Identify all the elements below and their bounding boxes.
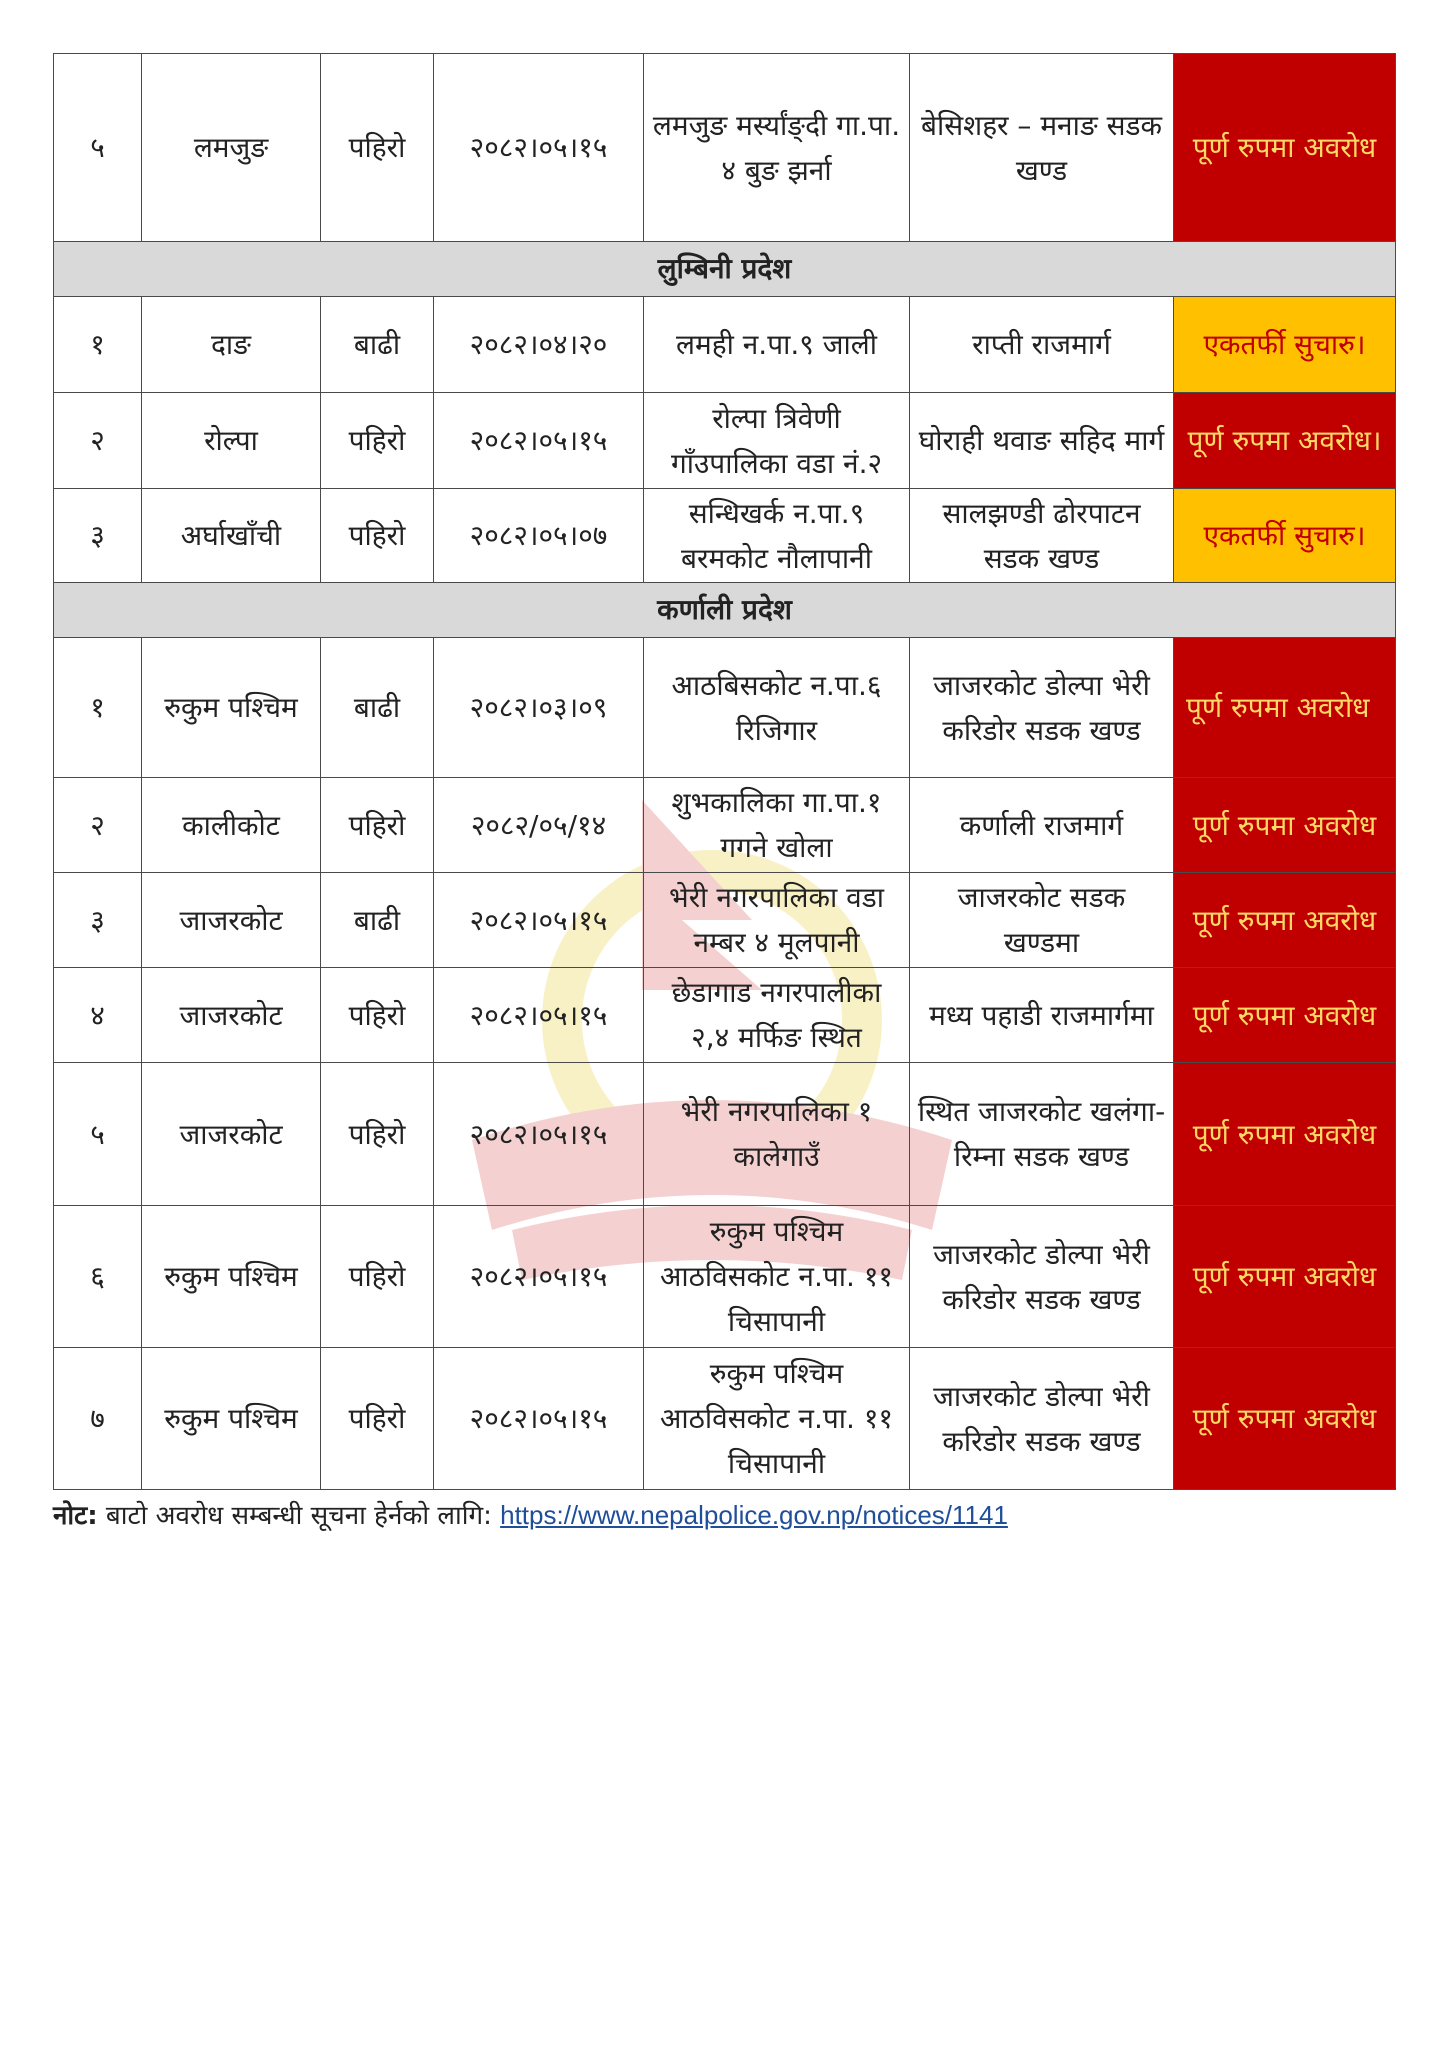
type-cell: पहिरो	[321, 968, 434, 1063]
type-cell: बाढी	[321, 873, 434, 968]
serial-cell: १	[54, 638, 142, 778]
district-cell: रोल्पा	[142, 393, 321, 489]
status-cell: एकतर्फी सुचारु।	[1174, 489, 1396, 583]
status-cell: पूर्ण रुपमा अवरोध।	[1174, 393, 1396, 489]
serial-cell: ५	[54, 54, 142, 242]
location-cell: शुभकालिका गा.पा.१ गगने खोला	[644, 778, 910, 873]
status-cell: पूर्ण रुपमा अवरोध	[1174, 873, 1396, 968]
table-row	[54, 778, 1396, 873]
road-cell: जाजरकोट सडक खण्डमा	[910, 873, 1174, 968]
road-cell: घोराही थवाङ सहिद मार्ग	[910, 393, 1174, 489]
road-cell: जाजरकोट डोल्पा भेरी करिडोर सडक खण्ड	[910, 1206, 1174, 1348]
road-cell: सालझण्डी ढोरपाटन सडक खण्ड	[910, 489, 1174, 583]
type-cell: पहिरो	[321, 1206, 434, 1348]
province-title: कर्णाली प्रदेश	[54, 583, 1396, 638]
road-cell: स्थित जाजरकोट खलंगा-रिम्ना सडक खण्ड	[910, 1063, 1174, 1206]
province-title: लुम्बिनी प्रदेश	[54, 242, 1396, 297]
status-cell: पूर्ण रुपमा अवरोध	[1174, 638, 1396, 778]
road-cell: बेसिशहर – मनाङ सडक खण्ड	[910, 54, 1174, 242]
table-row	[54, 638, 1396, 778]
date-cell: २०८२।०५।१५	[434, 1206, 644, 1348]
road-cell: कर्णाली राजमार्ग	[910, 778, 1174, 873]
note-text: बाटो अवरोध सम्बन्धी सूचना हेर्नको लागि:	[97, 1501, 501, 1531]
status-cell: पूर्ण रुपमा अवरोध	[1174, 1206, 1396, 1348]
notice-link[interactable]: https://www.nepalpolice.gov.np/notices/1141	[500, 1500, 1008, 1530]
location-cell: सन्धिखर्क न.पा.९ बरमकोट नौलापानी	[644, 489, 910, 583]
table-row	[54, 54, 1396, 242]
district-cell: रुकुम पश्चिम	[142, 1348, 321, 1490]
road-obstruction-table	[53, 53, 1396, 1490]
serial-cell: २	[54, 393, 142, 489]
status-cell: पूर्ण रुपमा अवरोध	[1174, 1348, 1396, 1490]
serial-cell: २	[54, 778, 142, 873]
serial-cell: ५	[54, 1063, 142, 1206]
location-cell: छेडागाड नगरपालीका २,४ मर्फिङ स्थित	[644, 968, 910, 1063]
road-cell: जाजरकोट डोल्पा भेरी करिडोर सडक खण्ड	[910, 1348, 1174, 1490]
date-cell: २०८२।०५।१५	[434, 1348, 644, 1490]
location-cell: भेरी नगरपालिका वडा नम्बर ४ मूलपानी	[644, 873, 910, 968]
date-cell: २०८२।०५।१५	[434, 873, 644, 968]
status-cell: पूर्ण रुपमा अवरोध	[1174, 1063, 1396, 1206]
date-cell: २०८२।०५।०७	[434, 489, 644, 583]
road-cell: मध्य पहाडी राजमार्गमा	[910, 968, 1174, 1063]
location-cell: रुकुम पश्चिम आठविसकोट न.पा. ११ चिसापानी	[644, 1348, 910, 1490]
road-cell: राप्ती राजमार्ग	[910, 297, 1174, 393]
province-header-row	[54, 242, 1396, 297]
location-cell: लमजुङ मर्स्यांङ्दी गा.पा. ४ बुङ झर्ना	[644, 54, 910, 242]
status-cell: एकतर्फी सुचारु।	[1174, 297, 1396, 393]
serial-cell: १	[54, 297, 142, 393]
date-cell: २०८२।०५।१५	[434, 968, 644, 1063]
location-cell: भेरी नगरपालिका १ कालेगाउँ	[644, 1063, 910, 1206]
table-row	[54, 1348, 1396, 1490]
serial-cell: ३	[54, 489, 142, 583]
type-cell: पहिरो	[321, 393, 434, 489]
note-label: नोट:	[53, 1501, 98, 1531]
serial-cell: ६	[54, 1206, 142, 1348]
table-row	[54, 393, 1396, 489]
status-cell: पूर्ण रुपमा अवरोध	[1174, 778, 1396, 873]
type-cell: बाढी	[321, 638, 434, 778]
district-cell: जाजरकोट	[142, 1063, 321, 1206]
type-cell: बाढी	[321, 297, 434, 393]
date-cell: २०८२।०५।१५	[434, 1063, 644, 1206]
type-cell: पहिरो	[321, 1348, 434, 1490]
footer-note	[53, 1496, 1008, 1532]
date-cell: २०८२/०५/१४	[434, 778, 644, 873]
type-cell: पहिरो	[321, 54, 434, 242]
serial-cell: ३	[54, 873, 142, 968]
location-cell: रोल्पा त्रिवेणी गाँउपालिका वडा नं.२	[644, 393, 910, 489]
location-cell: रुकुम पश्चिम आठविसकोट न.पा. ११ चिसापानी	[644, 1206, 910, 1348]
type-cell: पहिरो	[321, 489, 434, 583]
district-cell: कालीकोट	[142, 778, 321, 873]
type-cell: पहिरो	[321, 1063, 434, 1206]
district-cell: दाङ	[142, 297, 321, 393]
date-cell: २०८२।०५।१५	[434, 393, 644, 489]
table-row	[54, 489, 1396, 583]
status-cell: पूर्ण रुपमा अवरोध	[1174, 54, 1396, 242]
district-cell: लमजुङ	[142, 54, 321, 242]
district-cell: रुकुम पश्चिम	[142, 1206, 321, 1348]
serial-cell: ४	[54, 968, 142, 1063]
district-cell: जाजरकोट	[142, 873, 321, 968]
date-cell: २०८२।०४।२०	[434, 297, 644, 393]
table-row	[54, 1063, 1396, 1206]
district-cell: अर्घाखाँची	[142, 489, 321, 583]
road-cell: जाजरकोट डोल्पा भेरी करिडोर सडक खण्ड	[910, 638, 1174, 778]
location-cell: लमही न.पा.९ जाली	[644, 297, 910, 393]
table-row	[54, 873, 1396, 968]
type-cell: पहिरो	[321, 778, 434, 873]
table-row	[54, 1206, 1396, 1348]
status-cell: पूर्ण रुपमा अवरोध	[1174, 968, 1396, 1063]
location-cell: आठबिसकोट न.पा.६ रिजिगार	[644, 638, 910, 778]
district-cell: रुकुम पश्चिम	[142, 638, 321, 778]
serial-cell: ७	[54, 1348, 142, 1490]
date-cell: २०८२।०५।१५	[434, 54, 644, 242]
table-row	[54, 968, 1396, 1063]
table-row	[54, 297, 1396, 393]
province-header-row	[54, 583, 1396, 638]
date-cell: २०८२।०३।०९	[434, 638, 644, 778]
district-cell: जाजरकोट	[142, 968, 321, 1063]
